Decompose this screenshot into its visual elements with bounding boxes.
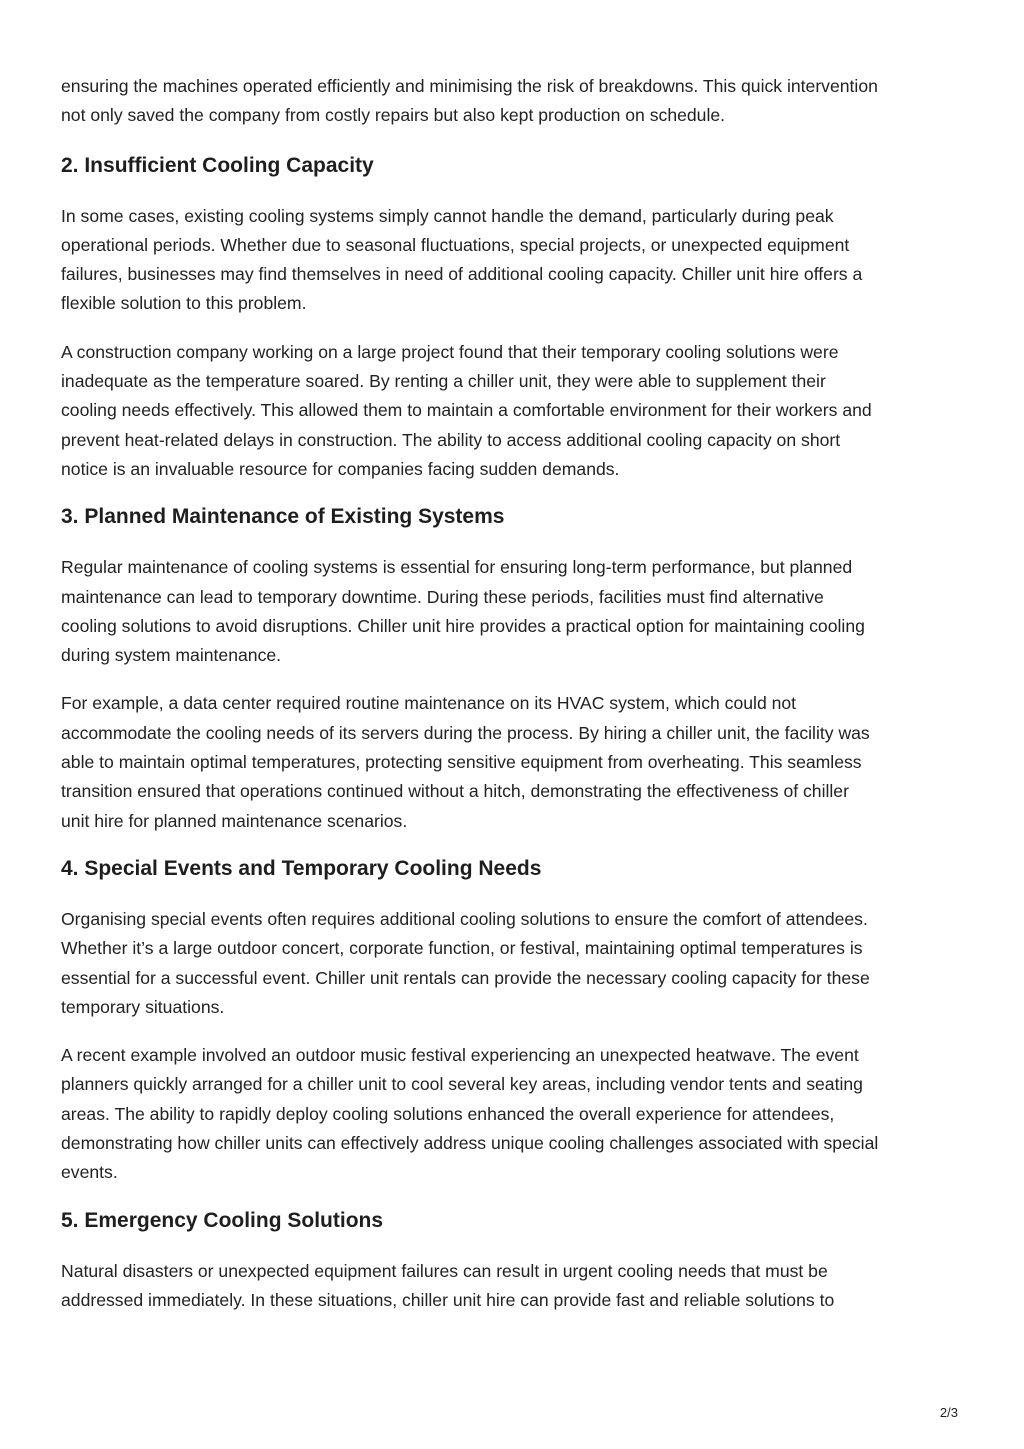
section-paragraph: For example, a data center required routine maintenance on its HVAC system, which could not accommodate the cooling needs of its servers during the process. By hiring a chiller unit, the facility was able to maintain optimal temperatures, protecting sensitive equipment from overheating. This seamless transition ensured that operations continued without a hitch, demonstrating the effectiveness of chiller unit hire for planned maintenance scenarios. [61, 693, 870, 831]
intro-paragraph: ensuring the machines operated efficiently and minimising the risk of breakdowns. This quick intervention not only saved the company from costly repairs but also kept production on schedule. [61, 76, 878, 126]
section-paragraph: A recent example involved an outdoor music festival experiencing an unexpected heatwave. The event planners quickly arranged for a chiller unit to cool several key areas, including vendor tents and seating areas. The ability to rapidly deploy cooling solutions enhanced the overall experience for attendees, demonstrating how chiller units can effectively address unique cooling challenges associated with special events. [61, 1045, 879, 1183]
section-paragraph: Regular maintenance of cooling systems is essential for ensuring long-term performance, but planned maintenance can lead to temporary downtime. During these periods, facilities must find alternative cooling solutions to avoid disruptions. Chiller unit hire provides a practical option for maintaining cooling during system maintenance. [61, 557, 865, 666]
section-paragraph: Natural disasters or unexpected equipment failures can result in urgent cooling needs that must be addressed immediately. In these situations, chiller unit hire can provide fast and reliable solutions to [61, 1260, 835, 1310]
section-paragraph: A construction company working on a large project found that their temporary cooling solutions were inadequate as the temperature soared. By renting a chiller unit, they were able to supplement their cooling needs effectively. This allowed them to maintain a comfortable environment for their workers and prevent heat-related delays in construction. The ability to access additional cooling capacity on short notice is an invaluable resource for companies facing sudden demands. [61, 341, 872, 479]
section-heading-emergency-cooling: 5. Emergency Cooling Solutions [61, 1208, 384, 1232]
section-heading-special-events: 4. Special Events and Temporary Cooling Needs [61, 856, 542, 880]
section-heading-insufficient-cooling: 2. Insufficient Cooling Capacity [61, 153, 374, 177]
section-paragraph: In some cases, existing cooling systems simply cannot handle the demand, particularly during peak operational periods. Whether due to seasonal fluctuations, special projects, or unexpected equipment failures, businesses may find themselves in need of additional cooling capacity. Chiller unit hire offers a flexible solution to this problem. [61, 205, 863, 314]
section-heading-planned-maintenance: 3. Planned Maintenance of Existing Systems [61, 505, 505, 529]
page-number: 2/3 [939, 1405, 958, 1420]
document-page [61, 72, 966, 1334]
section-paragraph: Organising special events often requires additional cooling solutions to ensure the comfort of attendees. Whether it’s a large outdoor concert, corporate function, or festival, maintaining optimal temperatures is essential for a successful event. Chiller unit rentals can provide the necessary cooling capacity for these temporary situations. [61, 908, 870, 1017]
